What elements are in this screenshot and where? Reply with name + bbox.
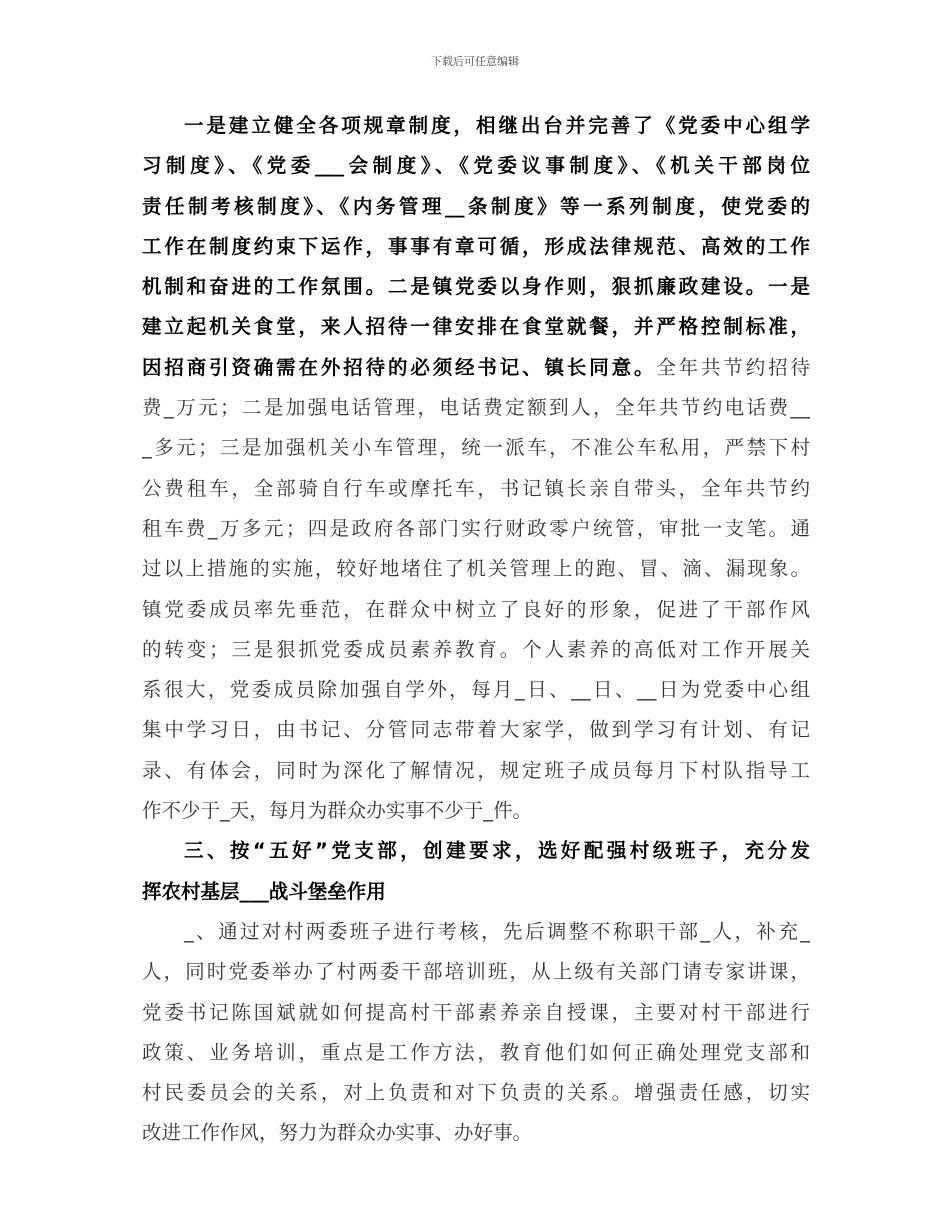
body-text: _多元；三是加强机关小车管理，统一派车，不准公车私用，严禁下村 <box>142 436 810 460</box>
text-line <box>142 831 810 871</box>
text-line <box>142 590 810 630</box>
bold-text: 挥农村基层___战斗堡垒作用 <box>142 879 386 903</box>
bold-text: 建立起机关食堂，来人招待一律安排在食堂就餐，并严格控制标准， <box>142 315 810 339</box>
text-line <box>142 751 810 791</box>
paragraph <box>142 106 810 831</box>
body-text: 作不少于_天，每月为群众办实事不少于_件。 <box>142 799 533 823</box>
text-line <box>142 710 810 750</box>
text-line <box>142 267 810 307</box>
bold-text: 一是建立健全各项规章制度，相继出台并完善了《党委中心组学 <box>184 114 810 137</box>
text-line <box>142 1113 810 1153</box>
text-line <box>142 509 810 549</box>
bold-text: 责任制考核制度》、《内务管理__条制度》等一系列制度，使党委的 <box>142 194 810 218</box>
body-text: 集中学习日，由书记、分管同志带着大家学，做到学习有计划、有记 <box>142 718 810 742</box>
text-line <box>142 791 810 831</box>
body-text: 费_万元；二是加强电话管理，电话费定额到人，全年共节约电话费__ <box>142 396 810 420</box>
text-line <box>142 227 810 267</box>
text-line <box>142 428 810 468</box>
text-line <box>142 1073 810 1113</box>
bold-text: 机制和奋进的工作氛围。二是镇党委以身作则，狠抓廉政建设。一是 <box>142 275 810 299</box>
body-text: 的转变；三是狠抓党委成员素养教育。个人素养的高低对工作开展关 <box>142 637 810 661</box>
text-line <box>142 106 810 146</box>
text-line <box>142 952 810 992</box>
page-header-note: 下载后可任意编辑 <box>431 55 519 68</box>
text-line <box>142 348 810 388</box>
body-text: 镇党委成员率先垂范，在群众中树立了良好的形象，促进了干部作风 <box>142 597 810 621</box>
text-line <box>142 670 810 710</box>
body-text: 人，同时党委举办了村两委干部培训班，从上级有关部门请专家讲课， <box>142 960 810 984</box>
text-line <box>142 872 810 912</box>
body-text: 过以上措施的实施，较好地堵住了机关管理上的跑、冒、滴、漏现象。 <box>142 557 810 581</box>
text-line <box>142 187 810 227</box>
body-text: _、通过对村两委班子进行考核，先后调整不称职干部_人，补充_ <box>184 919 810 943</box>
bold-text: 工作在制度约束下运作，事事有章可循，形成法律规范、高效的工作 <box>142 234 810 258</box>
bold-text: 因招商引资确需在外招待的必须经书记、镇长同意。 <box>142 355 657 379</box>
body-text: 租车费_万多元；四是政府各部门实行财政零户统管，审批一支笔。通 <box>142 516 810 540</box>
body-text: 全年共节约招待 <box>656 355 810 379</box>
body-text: 改进工作作风，努力为群众办实事、办好事。 <box>142 1121 533 1145</box>
text-line <box>142 307 810 347</box>
text-line <box>142 912 810 952</box>
text-line <box>142 549 810 589</box>
body-text: 公费租车，全部骑自行车或摩托车，书记镇长亲自带头，全年共节约 <box>142 476 810 500</box>
body-text: 党委书记陈国斌就如何提高村干部素养亲自授课，主要对村干部进行 <box>142 1000 810 1024</box>
text-line <box>142 630 810 670</box>
paragraph <box>142 831 810 912</box>
paragraph <box>142 912 810 1154</box>
text-line <box>142 146 810 186</box>
bold-text: 三、按“五好”党支部，创建要求，选好配强村级班子，充分发 <box>184 839 810 863</box>
text-line <box>142 1033 810 1073</box>
document-body <box>142 106 810 1154</box>
text-line <box>142 388 810 428</box>
body-text: 录、有体会，同时为深化了解情况，规定班子成员每月下村队指导工 <box>142 758 810 782</box>
text-line <box>142 993 810 1033</box>
body-text: 系很大，党委成员除加强自学外，每月_日、__日、__日为党委中心组 <box>142 678 810 702</box>
body-text: 政策、业务培训，重点是工作方法，教育他们如何正确处理党支部和 <box>142 1040 810 1064</box>
text-line <box>142 469 810 509</box>
bold-text: 习制度》、《党委___会制度》、《党委议事制度》、《机关干部岗位 <box>142 154 810 178</box>
body-text: 村民委员会的关系，对上负责和对下负责的关系。增强责任感，切实 <box>142 1081 810 1105</box>
